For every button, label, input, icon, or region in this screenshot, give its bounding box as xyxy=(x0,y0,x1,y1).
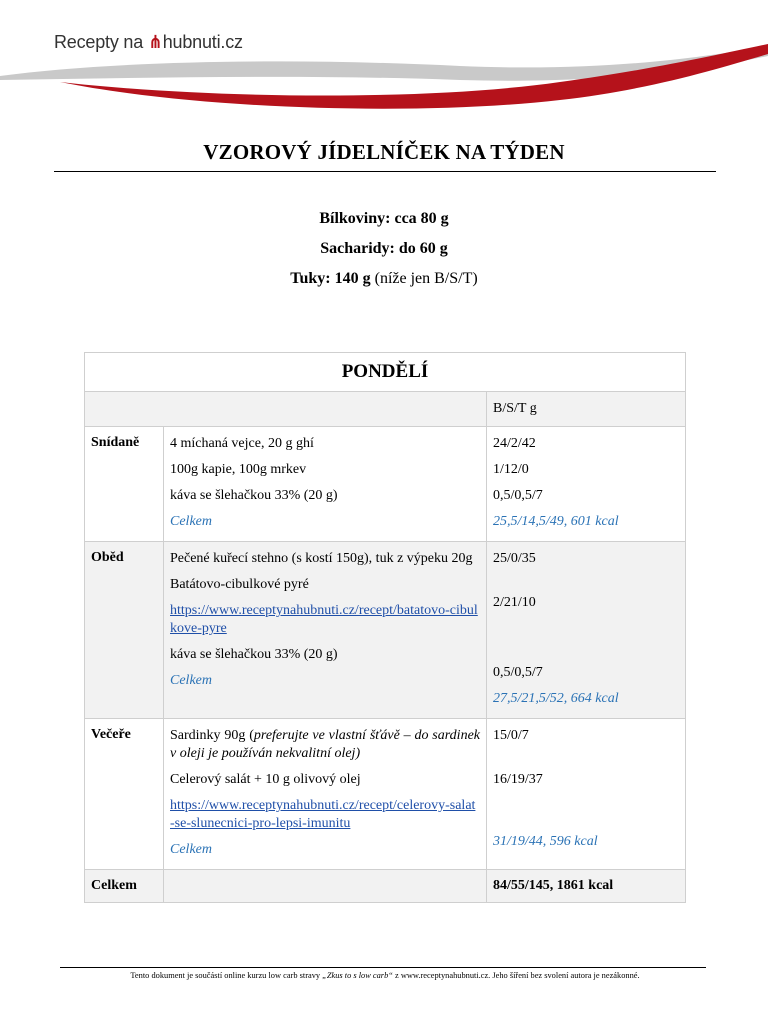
recipe-link[interactable]: https://www.receptynahubnuti.cz/recept/celerovy-salat-se-slunecnici-pro-lepsi-imunitu xyxy=(170,798,476,831)
logo-text-part2: hubnuti.cz xyxy=(162,32,243,52)
meal-total-label: Celkem xyxy=(170,842,212,857)
meal-name: Oběd xyxy=(85,542,164,719)
meal-item-value: 1/12/0 xyxy=(493,462,529,477)
footer-divider xyxy=(60,967,706,968)
meal-item: 4 míchaná vejce, 20 g ghí xyxy=(170,436,314,451)
meal-item: Batátovo-cibulkové pyré xyxy=(170,577,309,592)
protein-target: Bílkoviny: cca 80 g xyxy=(319,210,449,227)
meal-name: Večeře xyxy=(85,719,164,870)
meal-item-value: 0,5/0,5/7 xyxy=(493,488,543,503)
table-row xyxy=(85,542,686,719)
meal-item-value: 25/0/35 xyxy=(493,551,536,566)
subheader-blank xyxy=(85,392,487,427)
meal-item: káva se šlehačkou 33% (20 g) xyxy=(170,488,338,503)
page-title: VZOROVÝ JÍDELNÍČEK NA TÝDEN xyxy=(203,140,565,164)
meal-item-value: 24/2/42 xyxy=(493,436,536,451)
meal-item: káva se šlehačkou 33% (20 g) xyxy=(170,647,338,662)
fat-target: Tuky: 140 g xyxy=(290,270,371,287)
meal-total-label: Celkem xyxy=(170,673,212,688)
table-row xyxy=(85,427,686,542)
grand-total-row xyxy=(85,870,686,903)
meal-plan-table xyxy=(84,352,686,903)
meal-item: Pečené kuřecí stehno (s kostí 150g), tuk z výpeku 20g xyxy=(170,551,473,566)
column-header-macros: B/S/T g xyxy=(487,392,686,427)
grand-total-value: 84/55/145, 1861 kcal xyxy=(487,870,686,903)
footer-note: Tento dokument je součástí online kurzu low carb stravy „Zkus to s low carb“ z www.receptynahubnuti.cz. Jeho šíření bez svolení autora je nezákonné. xyxy=(130,971,640,980)
meal-item: Sardinky 90g (preferujte ve vlastní šťávě – do sardinek v oleji je používán nekvalitní olej) xyxy=(170,728,481,761)
meal-item: Celerový salát + 10 g olivový olej xyxy=(170,772,361,787)
macros-summary xyxy=(54,208,714,298)
fat-note: (níže jen B/S/T) xyxy=(370,270,478,287)
meal-item-value: 16/19/37 xyxy=(493,772,543,787)
page-header xyxy=(0,0,768,130)
logo xyxy=(54,32,243,53)
grand-total-label: Celkem xyxy=(85,870,164,903)
title-divider xyxy=(54,171,716,172)
meal-item: 100g kapie, 100g mrkev xyxy=(170,462,307,477)
meal-total-value: 25,5/14,5/49, 601 kcal xyxy=(493,514,619,529)
meal-item-value: 0,5/0,5/7 xyxy=(493,665,543,680)
logo-text-part1: Recepty na xyxy=(54,32,148,52)
meal-item-value: 15/0/7 xyxy=(493,728,529,743)
meal-total-value: 27,5/21,5/52, 664 kcal xyxy=(493,691,619,706)
meal-total-value: 31/19/44, 596 kcal xyxy=(493,834,598,849)
meal-name: Snídaně xyxy=(85,427,164,542)
table-row xyxy=(85,719,686,870)
recipe-link[interactable]: https://www.receptynahubnuti.cz/recept/batatovo-cibulkove-pyre xyxy=(170,603,478,636)
day-heading: PONDĚLÍ xyxy=(85,353,686,392)
logo-fork-icon: ⋔ xyxy=(147,32,163,52)
course-name: „Zkus to s low carb“ xyxy=(322,971,393,980)
meal-item-value: 2/21/10 xyxy=(493,595,536,610)
carbs-target: Sacharidy: do 60 g xyxy=(320,240,448,257)
meal-total-label: Celkem xyxy=(170,514,212,529)
